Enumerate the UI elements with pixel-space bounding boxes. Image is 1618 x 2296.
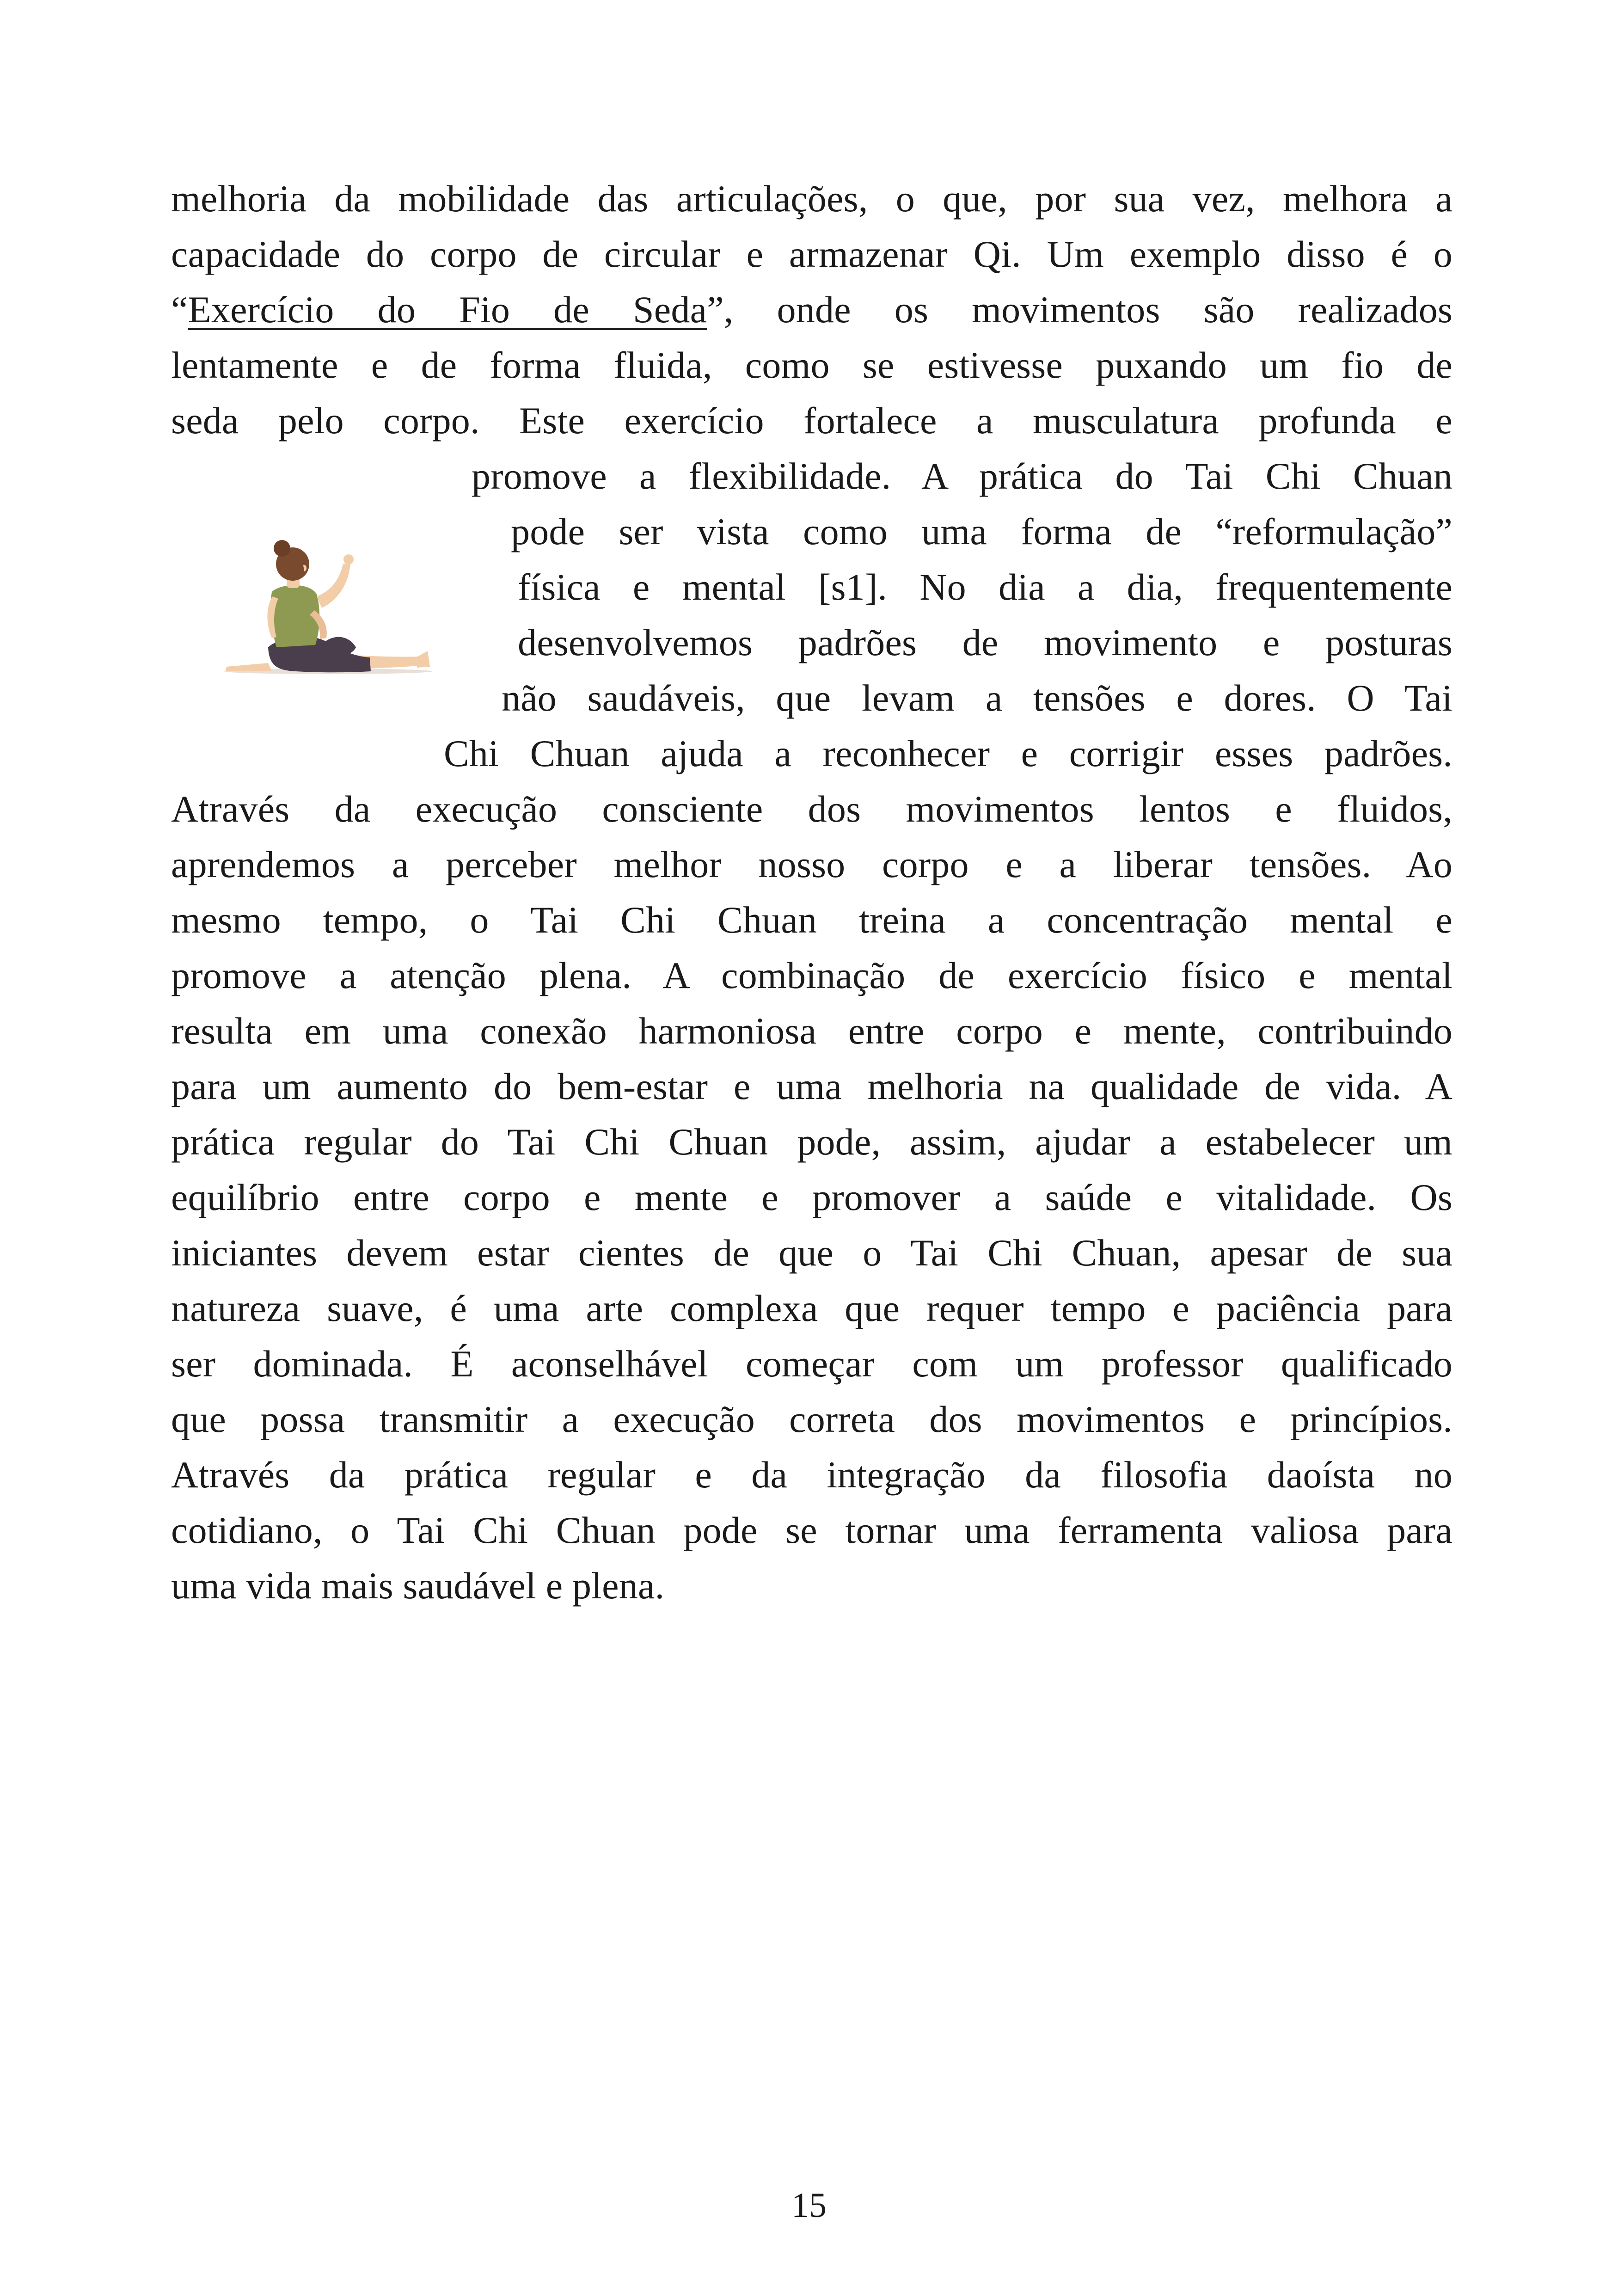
text-line: lentamente e de forma fluida, como se estivesse puxando um fio de: [171, 344, 1453, 386]
raised-hand: [343, 554, 354, 565]
text-line: uma vida mais saudável e plena.: [171, 1565, 665, 1607]
text-line: prática regular do Tai Chi Chuan pode, assim, ajudar a estabelecer um: [171, 1121, 1453, 1163]
text-line: seda pelo corpo. Este exercício fortalece a musculatura profunda e: [171, 399, 1453, 442]
left-foot: [416, 651, 430, 668]
text-line: aprendemos a perceber melhor nosso corpo e a liberar tensões. Ao: [171, 843, 1453, 885]
text-line: ser dominada. É aconselhável começar com um professor qualificado: [171, 1343, 1453, 1385]
text-line: pode ser vista como uma forma de “reformulação”: [511, 510, 1453, 553]
open-quote: “: [171, 289, 188, 331]
bent-knee: [324, 637, 356, 656]
text-line: que possa transmitir a execução correta dos movimentos e princípios.: [171, 1398, 1453, 1440]
text-line: promove a flexibilidade. A prática do Tai Chi Chuan: [472, 455, 1453, 497]
text-line: iniciantes devem estar cientes de que o Tai Chi Chuan, apesar de sua: [171, 1232, 1453, 1274]
text-line: mesmo tempo, o Tai Chi Chuan treina a concentração mental e: [171, 899, 1453, 941]
raised-arm: [317, 562, 350, 608]
text-line: promove a atenção plena. A combinação de exercício físico e mental: [171, 954, 1453, 996]
seated-spinal-twist-icon: [217, 532, 439, 684]
page-number: 15: [791, 2186, 827, 2225]
text-line: para um aumento do bem-estar e uma melhoria na qualidade de vida. A: [171, 1065, 1453, 1107]
text-line: melhoria da mobilidade das articulações, o que, por sua vez, melhora a: [171, 178, 1453, 220]
text-line: Chi Chuan ajuda a reconhecer e corrigir esses padrões.: [444, 732, 1453, 774]
text-line: capacidade do corpo de circular e armazenar Qi. Um exemplo disso é o: [171, 233, 1453, 275]
text-line: cotidiano, o Tai Chi Chuan pode se tornar uma ferramenta valiosa para: [171, 1509, 1453, 1551]
exercise-link[interactable]: Exercício do Fio de Seda: [188, 289, 707, 331]
text-line: Através da prática regular e da integração da filosofia daoísta no: [171, 1454, 1453, 1496]
right-foot: [226, 663, 272, 671]
text-line: desenvolvemos padrões de movimento e posturas: [518, 621, 1453, 663]
text-line: resulta em uma conexão harmoniosa entre corpo e mente, contribuindo: [171, 1010, 1453, 1052]
text-line: [171, 282, 1453, 338]
text-line: Através da execução consciente dos movimentos lentos e fluidos,: [171, 788, 1453, 830]
text-line: não saudáveis, que levam a tensões e dores. O Tai: [502, 677, 1453, 719]
line-continuation: ”, onde os movimentos são realizados: [707, 289, 1453, 331]
text-line: física e mental [s1]. No dia a dia, frequentemente: [518, 566, 1453, 608]
hair-bun: [274, 540, 290, 557]
text-line: equilíbrio entre corpo e mente e promover a saúde e vitalidade. Os: [171, 1176, 1453, 1218]
text-line: natureza suave, é uma arte complexa que requer tempo e paciência para: [171, 1287, 1453, 1329]
